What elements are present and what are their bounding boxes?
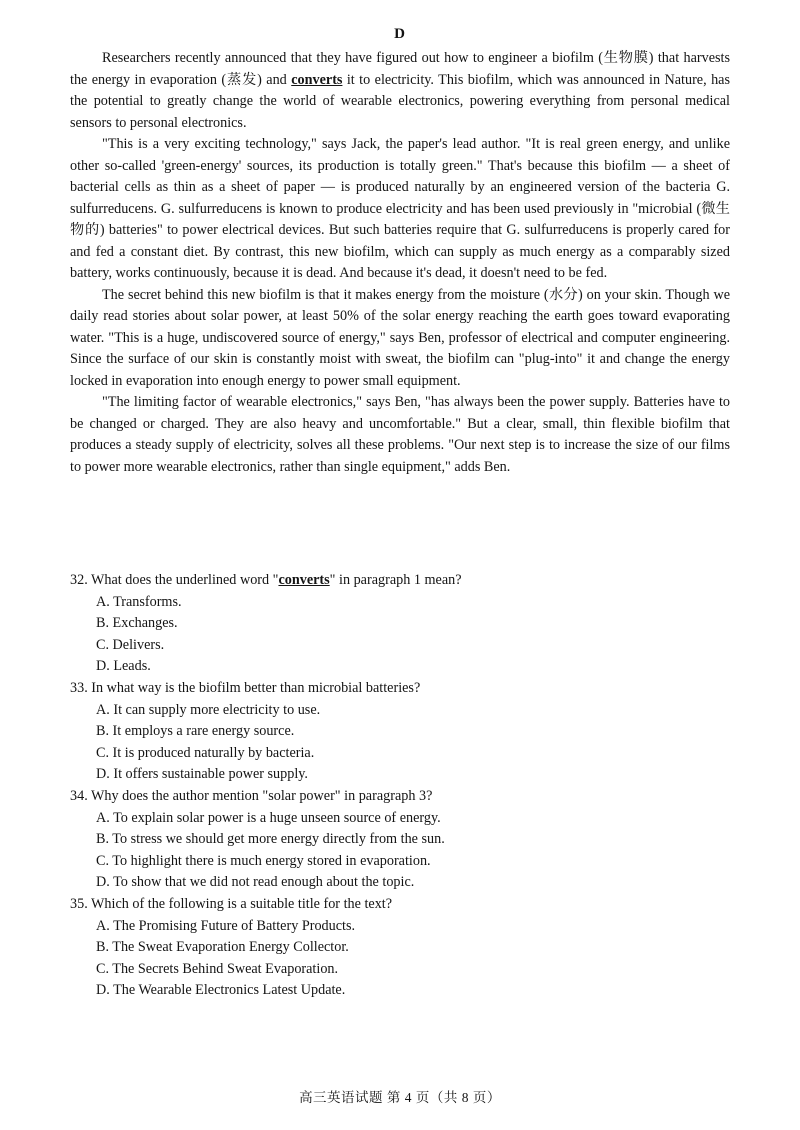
paragraph-3: The secret behind this new biofilm is that it makes energy from the moisture (水分) on your skin. Though we daily read stories about solar power, at least 50% of the solar energy reaching the earth goes toward evaporating water. "This is a huge, undiscovered source of energy," says Ben, professor of electrical and computer engineering. Since the surface of our skin is constantly moist with sweat, the biofilm can "plug-into" it and change the energy locked in evaporation into enough energy to power small equipment.: [70, 286, 730, 389]
option-b: B. Exchanges.: [96, 615, 178, 632]
question-33: [70, 678, 730, 786]
option-c: C. The Secrets Behind Sweat Evaporation.: [96, 960, 339, 977]
question-stem-text-b: " in paragraph 1 mean?: [329, 572, 462, 588]
question-stem-text-a: 32. What does the underlined word ": [70, 572, 279, 588]
option-d: D. The Wearable Electronics Latest Update.: [96, 982, 346, 999]
section-label: D: [394, 26, 406, 42]
option-c: C. It is produced naturally by bacteria.: [96, 744, 315, 761]
underlined-word: converts: [291, 71, 343, 88]
option-d: D. To show that we did not read enough about the topic.: [96, 874, 415, 891]
question-list: [70, 570, 730, 1002]
question-34: [70, 786, 730, 894]
option-a: A. The Promising Future of Battery Products.: [96, 917, 356, 934]
option-a: A. It can supply more electricity to use.: [96, 701, 321, 718]
underlined-word-reference: converts: [278, 572, 330, 588]
paragraph-2: "This is a very exciting technology," says Jack, the paper's lead author. "It is real green energy, and unlike other so-called 'green-energy' sources, its production is totally green." That's because this biofilm — a sheet of bacterial cells as thin as a sheet of paper — is produced naturally by an engineered version of the bacteria G. sulfurreducens. G. sulfurreducens is known to produce electricity and has been used previously in "microbial (微生物的) batteries" to power electrical devices. But such batteries require that G. sulfurreducens is properly cared for and fed a constant diet. By contrast, this new biofilm, which can supply as much energy as a comparably sized battery, works continuously, because it is dead. And because it's dead, it doesn't need to be fed.: [70, 136, 730, 281]
option-a: A. Transforms.: [96, 593, 182, 610]
question-stem: [70, 570, 730, 592]
question-32: [70, 570, 730, 678]
question-stem: 33. In what way is the biofilm better than microbial batteries?: [70, 679, 421, 696]
paragraph-1-text-a: Researchers recently announced that they have figured out how to engineer a biofilm (生物膜) that harvests the energy in evaporation (蒸发) and: [70, 50, 730, 88]
option-b: B. It employs a rare energy source.: [96, 723, 295, 740]
question-35: [70, 894, 730, 1002]
option-c: C. Delivers.: [96, 636, 165, 653]
option-b: B. To stress we should get more energy directly from the sun.: [96, 831, 445, 848]
option-d: D. It offers sustainable power supply.: [96, 766, 308, 783]
paragraph-1: [70, 48, 730, 134]
option-c: C. To highlight there is much energy stored in evaporation.: [96, 852, 431, 869]
reading-passage: [70, 48, 730, 478]
page-footer: 高三英语试题 第 4 页（共 8 页）: [299, 1090, 501, 1105]
option-d: D. Leads.: [96, 658, 151, 675]
question-stem: 35. Which of the following is a suitable title for the text?: [70, 895, 393, 912]
question-stem: 34. Why does the author mention "solar power" in paragraph 3?: [70, 787, 433, 804]
option-a: A. To explain solar power is a huge unseen source of energy.: [96, 809, 441, 826]
paragraph-4: "The limiting factor of wearable electronics," says Ben, "has always been the power supply. Batteries have to be changed or charged. They are also heavy and uncomfortable." But a clear, small, thin flexible biofilm that produces a steady supply of electricity, solves all these problems. "Our next step is to increase the size of our films to power more wearable electronics, rather than single equipment," adds Ben.: [70, 394, 730, 475]
paragraph-1-text-b: it to electricity. This biofilm, which was announced in Nature, has the potential to greatly change the world of wearable electronics, powering everything from personal medical sensors to personal electronics.: [70, 71, 730, 131]
option-b: B. The Sweat Evaporation Energy Collector.: [96, 939, 349, 956]
